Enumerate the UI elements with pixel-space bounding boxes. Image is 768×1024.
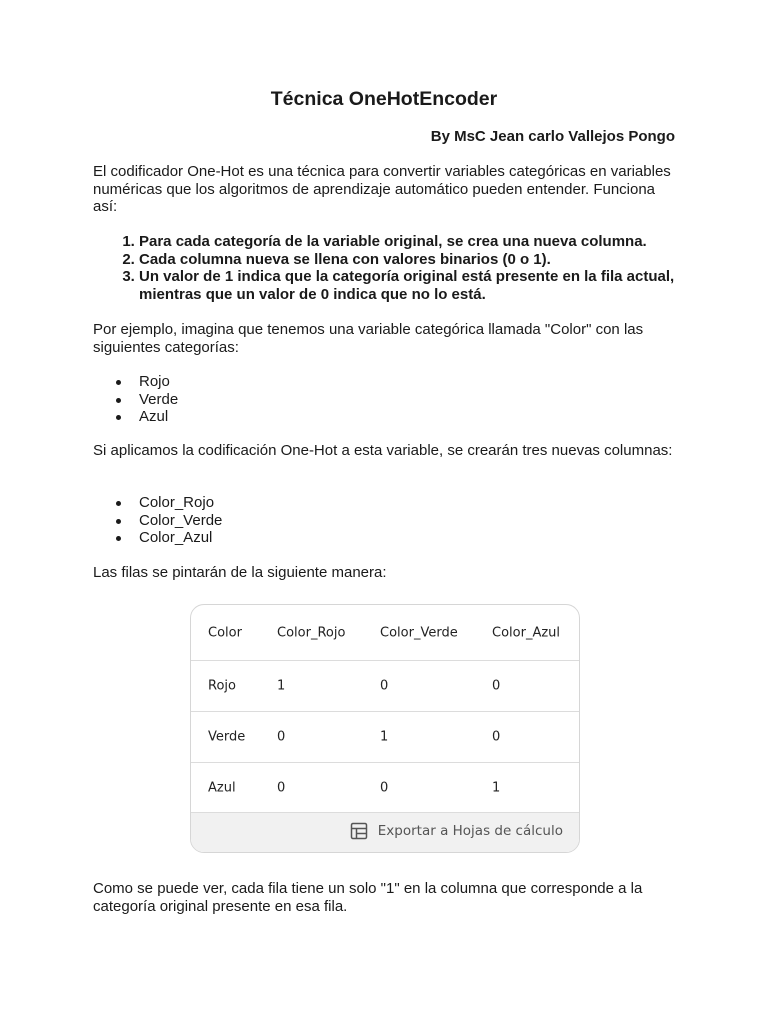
category-item: Rojo	[139, 373, 178, 391]
table-row	[191, 763, 579, 813]
rows-intro-paragraph: Las filas se pintarán de la siguiente manera:	[93, 564, 387, 581]
table-cell: 0	[380, 678, 389, 694]
table-header-cell: Color_Azul	[492, 625, 561, 640]
step-item: 1. Para cada categoría de la variable original, se crea una nueva columna.	[139, 233, 679, 251]
table-cell: Verde	[208, 729, 246, 745]
column-item: Color_Rojo	[139, 494, 222, 512]
table-header-cell: Color	[208, 625, 242, 640]
spreadsheet-icon	[350, 822, 368, 840]
table-cell: 0	[277, 780, 286, 795]
table-footer	[191, 813, 579, 852]
table-cell: Rojo	[208, 678, 236, 694]
table-cell: 1	[380, 729, 389, 745]
document-author: By MsC Jean carlo Vallejos Pongo	[430, 128, 675, 145]
export-label: Exportar a Hojas de cálculo	[377, 823, 563, 839]
bullet-icon	[116, 415, 121, 420]
steps-list	[93, 233, 679, 303]
step-item: 3. Un valor de 1 indica que la categoría original está presente en la fila actual, mientras que un valor de 0 indica que no lo está.	[139, 268, 679, 303]
table-row	[191, 661, 579, 712]
table-header-cell: Color_Verde	[380, 625, 458, 640]
onehot-table	[190, 604, 580, 853]
step-item: 2. Cada columna nueva se llena con valores binarios (0 o 1).	[139, 251, 679, 269]
apply-paragraph: Si aplicamos la codificación One-Hot a esta variable, se crearán tres nuevas columnas:	[93, 442, 673, 459]
table-cell: 0	[492, 678, 501, 694]
category-item: Verde	[139, 391, 178, 409]
table-cell: 1	[492, 780, 501, 795]
categories-list	[93, 373, 178, 426]
table-cell: Azul	[208, 780, 236, 795]
bullet-icon	[116, 519, 121, 524]
document-title: Técnica OneHotEncoder	[270, 88, 498, 110]
table-cell: 0	[277, 729, 286, 745]
new-columns-list	[93, 494, 222, 547]
example-paragraph: Por ejemplo, imagina que tenemos una variable categórica llamada "Color" con las siguientes categorías:	[93, 321, 644, 356]
table-header-cell: Color_Rojo	[277, 625, 346, 640]
column-item: Color_Azul	[139, 529, 222, 547]
intro-paragraph: El codificador One-Hot es una técnica para convertir variables categóricas en variables numéricas que los algoritmos de aprendizaje automático pueden entender. Funciona así:	[93, 163, 671, 215]
export-to-sheets-button[interactable]	[350, 822, 563, 840]
category-item: Azul	[139, 408, 178, 426]
conclusion-paragraph: Como se puede ver, cada fila tiene un solo "1" en la columna que corresponde a la categoría original presente en esa fila.	[93, 880, 643, 915]
column-item: Color_Verde	[139, 512, 222, 530]
table-row	[191, 712, 579, 763]
table-cell: 0	[492, 729, 501, 745]
bullet-icon	[116, 380, 121, 385]
bullet-icon	[116, 536, 121, 541]
bullet-icon	[116, 398, 121, 403]
bullet-icon	[116, 501, 121, 506]
table-cell: 1	[277, 678, 286, 694]
table-cell: 0	[380, 780, 389, 795]
table-header-row	[191, 605, 579, 661]
